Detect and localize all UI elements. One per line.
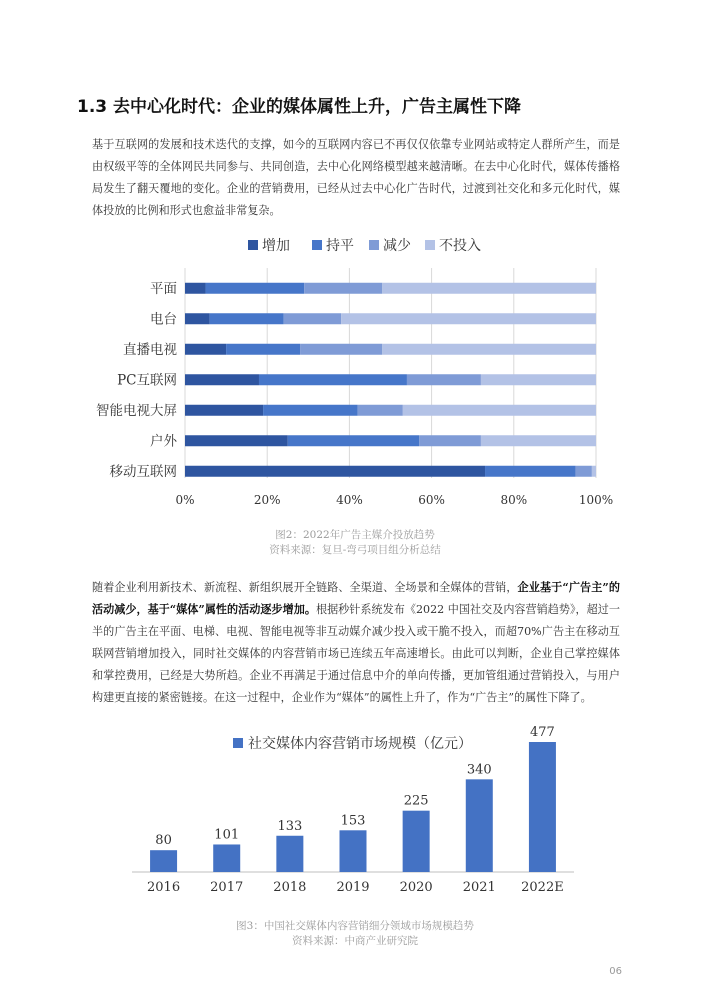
x-tick-1: 20% [253,493,281,507]
x-tick-4: 80% [500,493,528,507]
legend-swatch-0 [248,240,258,250]
paragraph-analysis [92,577,620,709]
bar-2-0 [185,344,226,355]
category-label-0: 平面 [150,280,177,297]
chart2-category-label-2: 2018 [273,880,307,895]
bar-0-2 [304,283,382,294]
legend-label-2: 减少 [383,238,411,254]
legend-swatch-3 [425,240,435,250]
chart1-bars [185,283,596,477]
category-label-1: 电台 [150,311,177,328]
legend-label-3: 不投入 [439,238,481,254]
bar-1-0 [185,313,210,324]
figure1-caption-block [0,528,710,558]
page-number: 06 [609,966,622,977]
chart1-grid [185,268,596,478]
media-investment-chart [0,228,710,528]
bar-5-1 [288,435,420,446]
chart2-value-label-3: 153 [340,813,366,829]
chart2-bar-4 [403,811,430,872]
bar-3-0 [185,374,259,385]
paragraph-intro: 基于互联网的发展和技术迭代的支撑，如今的互联网内容已不再仅仅依靠专业网站或特定人群所产生，而是由权级平等的全体网民共同参与、共同创造，去中心化网络模型越来越清晰。在去中心化时代，媒体传播格局发生了翻天覆地的变化。企业的营销费用，已经从过去中心化广告时代，过渡到社交化和多元化时代，媒体投放的比例和形式也愈益非常复杂。 [92,138,620,217]
bar-3-3 [481,374,596,385]
x-tick-2: 40% [336,493,363,507]
chart2-category-label-6: 2022E [521,880,564,895]
figure2-caption-block [0,919,710,949]
category-label-6: 移动互联网 [109,463,177,480]
chart2-bar-2 [276,836,303,872]
chart2-legend-label: 社交媒体内容营销市场规模（亿元） [248,736,472,752]
chart2-value-label-0: 80 [155,833,172,849]
bar-4-2 [358,405,403,416]
bar-0-0 [185,283,206,294]
social-media-market-chart [0,722,710,912]
chart2-category-label-1: 2017 [210,880,244,895]
paragraph2-bold: 企业基于“广告主”的活动减少，基于“媒体”属性的活动逐步增加。 [92,581,620,616]
legend-swatch-2 [369,240,379,250]
category-label-5: 户外 [150,433,177,450]
chart1-legend [248,237,481,254]
chart2-bar-1 [213,844,240,872]
chart1-category-labels [96,281,177,480]
figure1-caption: 图2：2022年广告主媒介投放趋势 [275,529,435,541]
figure2-caption: 图3：中国社交媒体内容营销细分领域市场规模趋势 [236,920,474,932]
bar-2-1 [226,344,300,355]
bar-2-3 [382,344,596,355]
figure2-source: 资料来源：中商产业研究院 [292,935,418,947]
x-tick-5: 100% [578,493,614,507]
paragraph2-rest: 根据秒针系统发布《2022 中国社交及内容营销趋势》，超过一半的广告主在平面、电梯、电视、智能电视等非互动媒介减少投入或干脆不投入，而超70%广告主在移动互联网营销增加投入，同时社交媒体的内容营销市场已连续五年高速增长。由此可以判断，企业自己掌控媒体和掌控费用，已经是大势所趋。企业不再满足于通过信息中介的单向传播，更加管组通过营销投入，与用户构建更直接的紧密链接。在这一过程中，企业作为“媒体”的属性上升了，作为“广告主”的属性下降了。 [92,603,620,704]
chart2-value-label-2: 133 [277,818,303,834]
chart2-value-label-6: 477 [530,725,555,740]
bar-5-2 [419,435,481,446]
bar-6-3 [592,466,596,477]
chart2-legend-swatch [233,738,243,748]
bar-3-1 [259,374,407,385]
bar-5-0 [185,435,288,446]
bar-3-2 [407,374,481,385]
chart2-bar-3 [340,830,367,872]
chart2-legend [233,735,472,752]
legend-label-1: 持平 [326,238,354,254]
chart2-value-label-5: 340 [466,762,492,778]
chart2-value-label-4: 225 [403,793,429,809]
bar-4-0 [185,405,263,416]
bar-4-3 [403,405,596,416]
bar-5-3 [481,435,596,446]
paragraph2-intro: 随着企业利用新技术、新流程、新组织展开全链路、全渠道、全场景和全媒体的营销， [92,581,518,594]
bar-1-3 [341,313,596,324]
chart2-category-label-4: 2020 [399,880,433,895]
bar-6-2 [575,466,591,477]
chart2-bar-6 [529,742,556,872]
chart1-tick-labels [175,493,613,507]
category-label-2: 直播电视 [123,341,177,358]
bar-1-1 [210,313,284,324]
category-label-3: PC互联网 [117,372,177,389]
chart2-category-label-5: 2021 [462,880,496,895]
chart2-category-label-3: 2019 [336,880,370,895]
bar-6-1 [485,466,575,477]
category-label-4: 智能电视大屏 [96,402,177,419]
legend-label-0: 增加 [262,238,290,254]
chart2-bar-5 [466,779,493,872]
bar-4-1 [263,405,358,416]
chart2-value-label-1: 101 [214,827,240,843]
bar-0-1 [206,283,305,294]
chart2-category-label-0: 2016 [147,880,181,895]
chart2-bar-0 [150,850,177,872]
bar-0-3 [382,283,596,294]
bar-2-2 [300,344,382,355]
x-tick-0: 0% [175,493,195,507]
figure1-source: 资料来源：复旦-弯弓项目组分析总结 [269,544,441,556]
section-title: 1.3 去中心化时代：企业的媒体属性上升，广告主属性下降 [77,97,522,117]
bar-1-2 [284,313,342,324]
legend-swatch-1 [312,240,322,250]
bar-6-0 [185,466,485,477]
chart2-bars [132,742,574,872]
x-tick-3: 60% [418,493,445,507]
